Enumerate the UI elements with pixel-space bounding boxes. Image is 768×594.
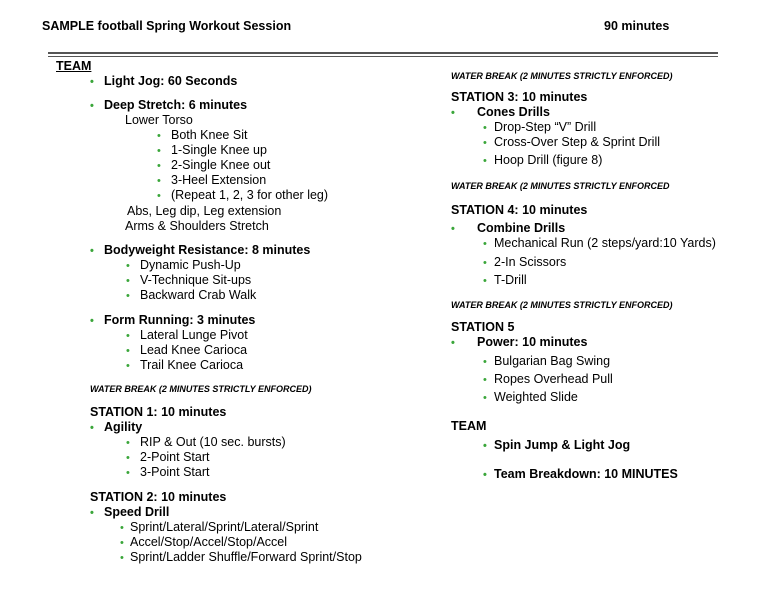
bullet-icon: • <box>483 356 487 368</box>
list-item-speed-drill: • Speed Drill <box>90 505 170 519</box>
bullet-icon: • <box>157 190 161 202</box>
bullet-icon: • <box>483 122 487 134</box>
list-item: • Lead Knee Carioca <box>126 343 248 357</box>
bullet-icon: • <box>126 437 130 449</box>
list-item: • Trail Knee Carioca <box>126 358 244 372</box>
list-item-deep-stretch: • Deep Stretch: 6 minutes <box>90 98 248 112</box>
station-1-heading: STATION 1: 10 minutes <box>90 405 227 419</box>
bullet-icon: • <box>157 175 161 187</box>
arms-line: Arms & Shoulders Stretch <box>125 219 269 233</box>
list-item: • Both Knee Sit <box>157 128 248 142</box>
station-4-heading: STATION 4: 10 minutes <box>451 203 588 217</box>
team-label-right: TEAM <box>451 419 487 433</box>
list-item: • RIP & Out (10 sec. bursts) <box>126 435 286 449</box>
bullet-icon: • <box>483 137 487 149</box>
bullet-icon: • <box>483 469 487 481</box>
list-item: • Team Breakdown: 10 MINUTES <box>483 467 678 481</box>
list-item: • 1-Single Knee up <box>157 143 267 157</box>
water-break-note: WATER BREAK (2 MINUTES STRICTLY ENFORCED) <box>451 71 673 81</box>
list-item-combine-drills: • Combine Drills <box>451 221 566 235</box>
list-item: • Accel/Stop/Accel/Stop/Accel <box>120 535 288 549</box>
bullet-icon: • <box>90 422 94 434</box>
bullet-icon: • <box>90 100 94 112</box>
list-item-agility: • Agility <box>90 420 143 434</box>
list-item: • Cross-Over Step & Sprint Drill <box>483 135 661 149</box>
water-break-note: WATER BREAK (2 MINUTES STRICTLY ENFORCED) <box>451 300 673 310</box>
list-item: • Dynamic Push-Up <box>126 258 241 272</box>
bullet-icon: • <box>157 145 161 157</box>
bullet-icon: • <box>483 392 487 404</box>
bullet-icon: • <box>157 130 161 142</box>
team-label: TEAM <box>56 59 92 73</box>
bullet-icon: • <box>451 107 455 119</box>
bullet-icon: • <box>157 160 161 172</box>
list-item: • Lateral Lunge Pivot <box>126 328 248 342</box>
list-item: • Mechanical Run (2 steps/yard:10 Yards) <box>483 236 716 250</box>
bullet-icon: • <box>126 275 130 287</box>
lower-torso-label: Lower Torso <box>125 113 193 127</box>
list-item-cones-drills: • Cones Drills <box>451 105 550 119</box>
bullet-icon: • <box>126 467 130 479</box>
bullet-icon: • <box>126 290 130 302</box>
bullet-icon: • <box>451 337 455 349</box>
list-item: • Spin Jump & Light Jog <box>483 438 631 452</box>
list-item: • Backward Crab Walk <box>126 288 257 302</box>
list-item: • 2-In Scissors <box>483 255 567 269</box>
bullet-icon: • <box>451 223 455 235</box>
abs-line: Abs, Leg dip, Leg extension <box>127 204 282 218</box>
bullet-icon: • <box>90 507 94 519</box>
list-item-bodyweight: • Bodyweight Resistance: 8 minutes <box>90 243 311 257</box>
bullet-icon: • <box>483 257 487 269</box>
bullet-icon: • <box>126 330 130 342</box>
list-item: • 3-Heel Extension <box>157 173 267 187</box>
station-5-heading: STATION 5 <box>451 320 515 334</box>
bullet-icon: • <box>483 440 487 452</box>
bullet-icon: • <box>126 345 130 357</box>
bullet-icon: • <box>126 260 130 272</box>
list-item: • V-Technique Sit-ups <box>126 273 252 287</box>
bullet-icon: • <box>483 374 487 386</box>
bullet-icon: • <box>483 238 487 250</box>
header-divider-thin <box>48 56 718 57</box>
station-2-heading: STATION 2: 10 minutes <box>90 490 227 504</box>
list-item: • 2-Point Start <box>126 450 210 464</box>
list-item: • 2-Single Knee out <box>157 158 271 172</box>
list-item-power: • Power: 10 minutes <box>451 335 588 349</box>
bullet-icon: • <box>126 452 130 464</box>
bullet-icon: • <box>90 315 94 327</box>
water-break-note: WATER BREAK (2 MINUTES STRICTLY ENFORCED) <box>90 384 312 394</box>
list-item-form-running: • Form Running: 3 minutes <box>90 313 256 327</box>
list-item-light-jog: • Light Jog: 60 Seconds <box>90 74 238 88</box>
bullet-icon: • <box>483 275 487 287</box>
bullet-icon: • <box>126 360 130 372</box>
water-break-note: WATER BREAK (2 MINUTES STRICTLY ENFORCED <box>451 181 670 191</box>
station-3-heading: STATION 3: 10 minutes <box>451 90 588 104</box>
bullet-icon: • <box>120 552 124 564</box>
bullet-icon: • <box>120 537 124 549</box>
bullet-icon: • <box>483 155 487 167</box>
list-item: • Hoop Drill (figure 8) <box>483 153 603 167</box>
session-duration: 90 minutes <box>604 19 670 33</box>
list-item: • Drop-Step “V” Drill <box>483 120 597 134</box>
list-item: • Ropes Overhead Pull <box>483 372 613 386</box>
list-item: • Weighted Slide <box>483 390 578 404</box>
list-item: • Bulgarian Bag Swing <box>483 354 611 368</box>
bullet-icon: • <box>90 245 94 257</box>
list-item: • T-Drill <box>483 273 527 287</box>
bullet-icon: • <box>90 76 94 88</box>
list-item: • 3-Point Start <box>126 465 210 479</box>
bullet-icon: • <box>120 522 124 534</box>
list-item: • (Repeat 1, 2, 3 for other leg) <box>157 188 329 202</box>
page-title: SAMPLE football Spring Workout Session <box>42 19 292 33</box>
list-item: • Sprint/Ladder Shuffle/Forward Sprint/Stop <box>120 550 362 564</box>
list-item: • Sprint/Lateral/Sprint/Lateral/Sprint <box>120 520 319 534</box>
header-divider <box>48 52 718 54</box>
